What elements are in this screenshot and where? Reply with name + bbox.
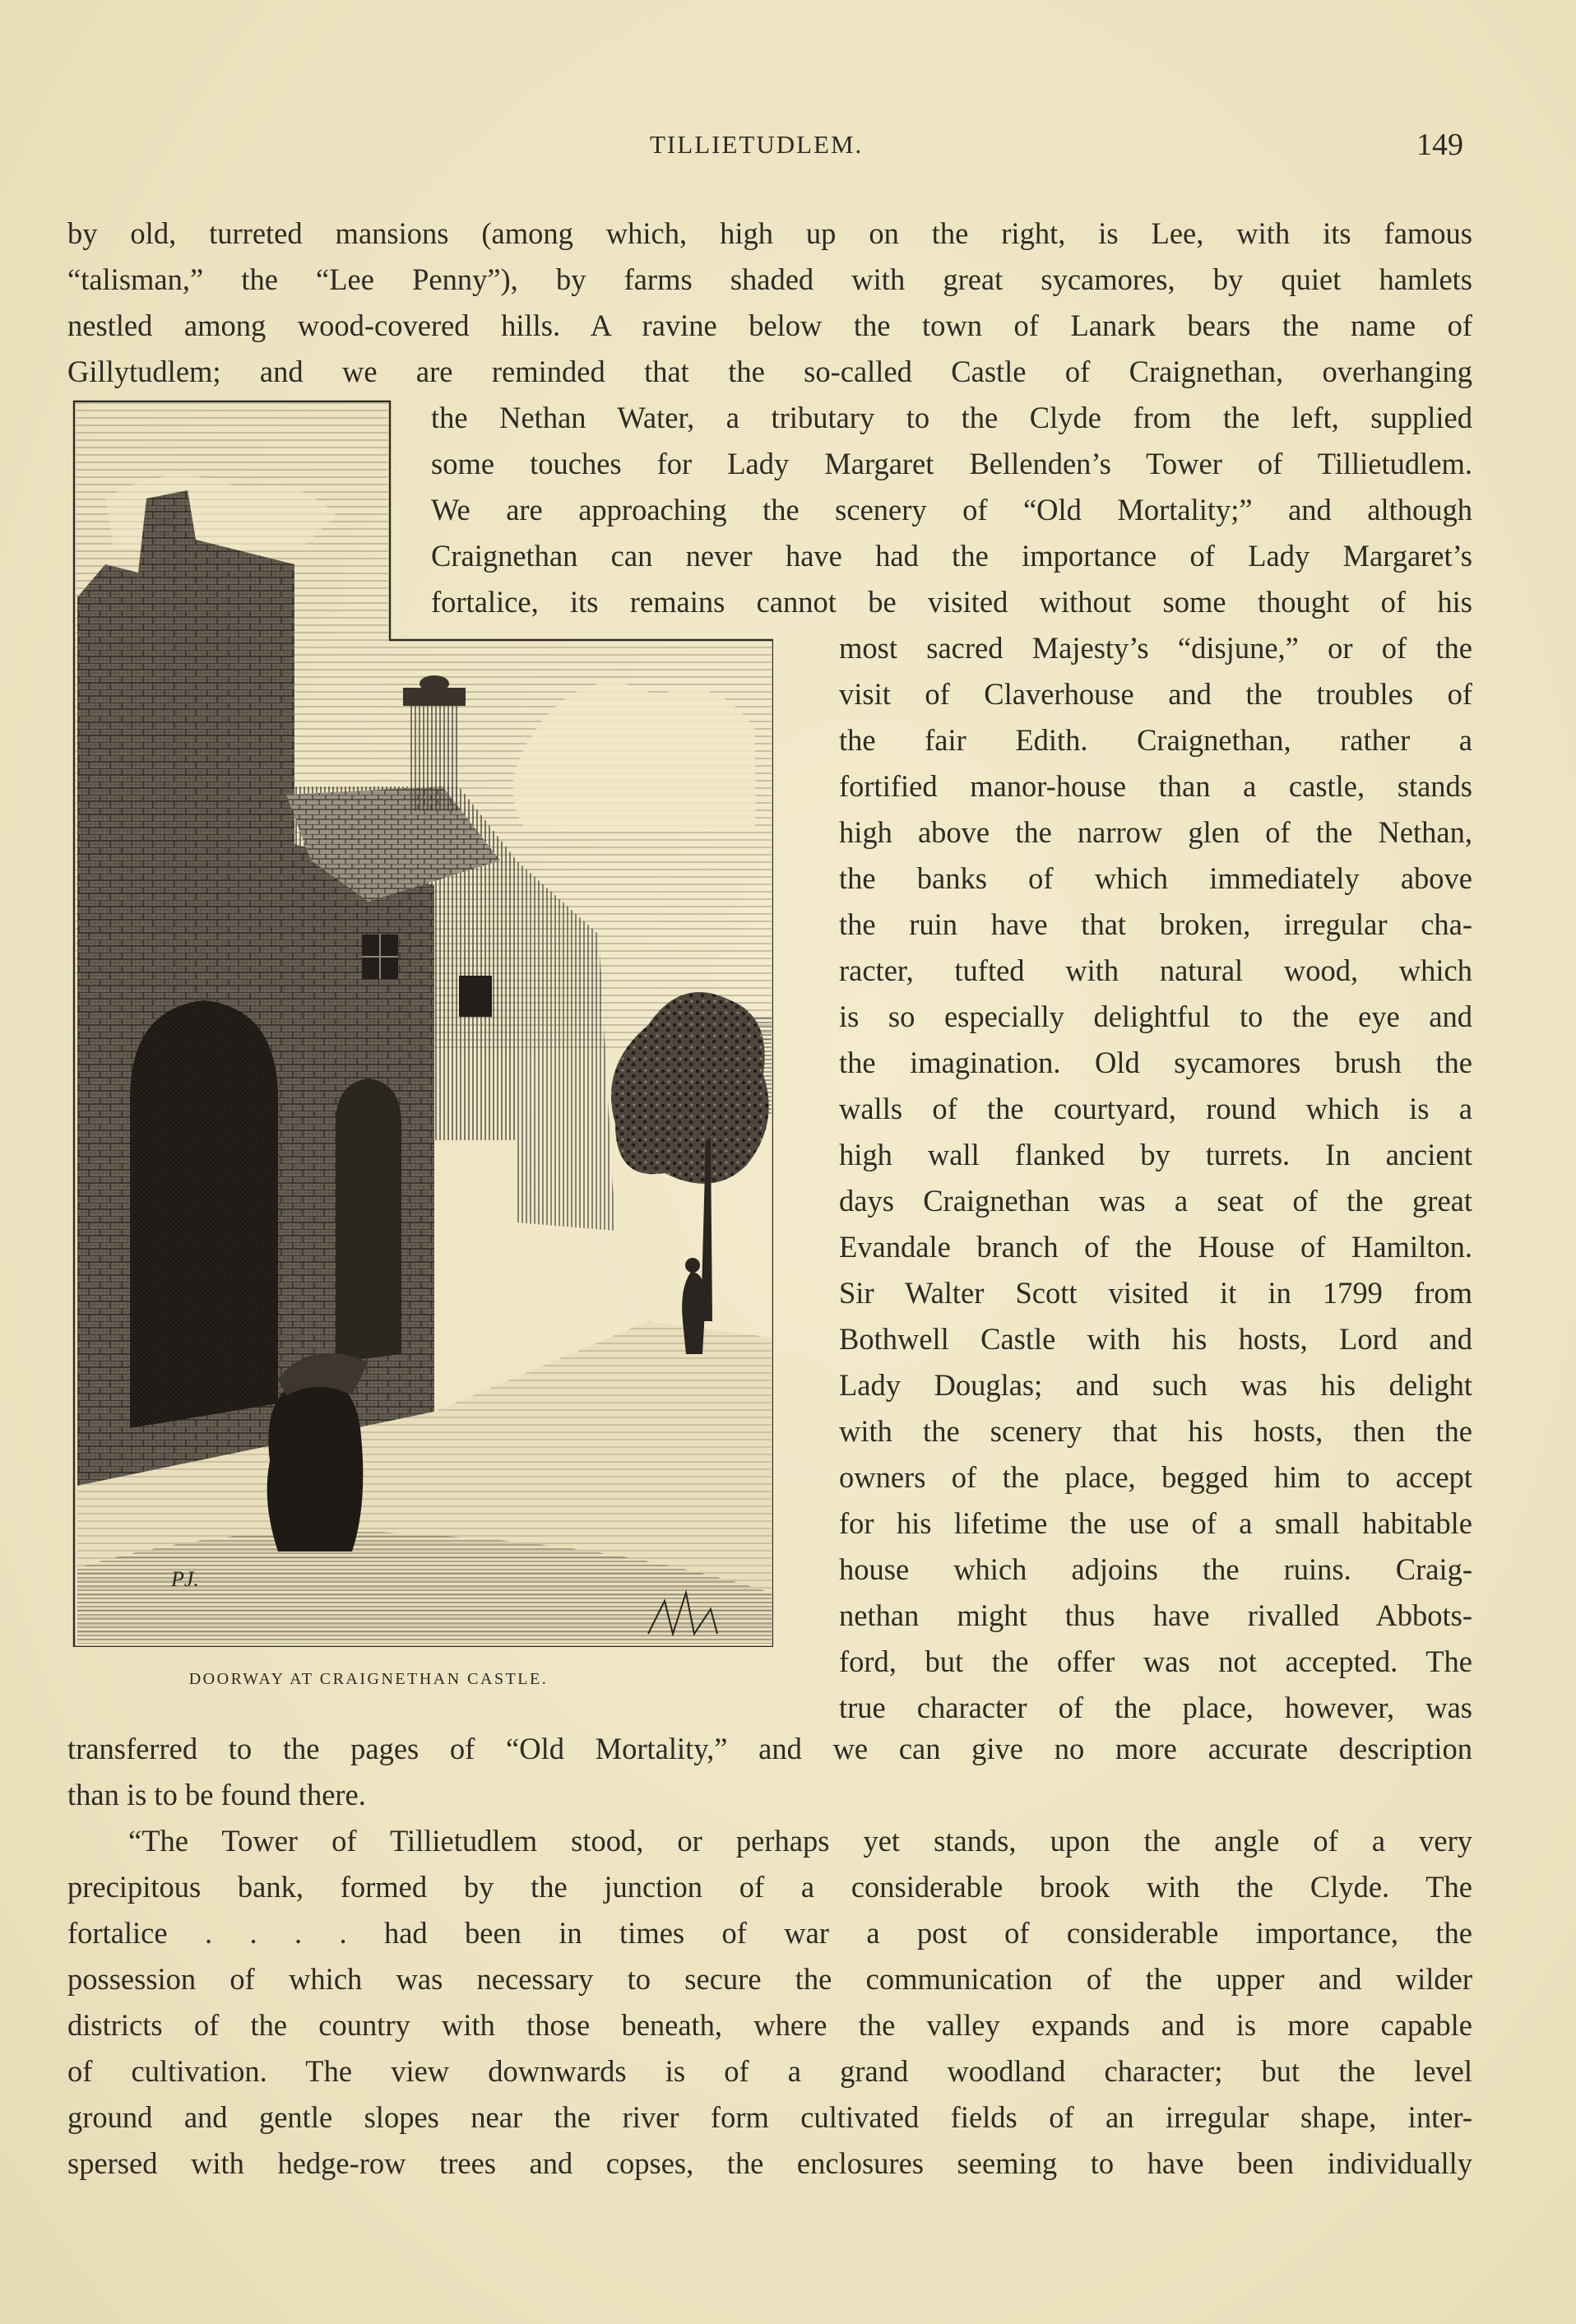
text-line: is so especially delightful to the eye and <box>839 1000 1472 1033</box>
figure-caption: DOORWAY AT CRAIGNETHAN CASTLE. <box>188 1670 549 1688</box>
text-line: ford, but the offer was not accepted. The <box>839 1644 1472 1678</box>
text-line: high wall flanked by turrets. In ancient <box>839 1138 1472 1171</box>
text-line: racter, tufted with natural wood, which <box>839 953 1472 987</box>
text-line: owners of the place, begged him to accept <box>839 1460 1472 1494</box>
text-line: Sir Walter Scott visited it in 1799 from <box>839 1276 1472 1310</box>
paragraph-1-closing <box>67 1726 1472 1818</box>
engraver-signature: PJ. <box>171 1567 199 1591</box>
text-line: by old, turreted mansions (among which, high up on the right, is Lee, with its famous <box>67 216 1472 250</box>
text-line: the imagination. Old sycamores brush the <box>839 1046 1472 1079</box>
text-line: the Nethan Water, a tributary to the Clyde from the left, supplied <box>431 401 1472 434</box>
text-line: the banks of which immediately above <box>839 861 1472 895</box>
paragraph-1-opening <box>67 211 1472 395</box>
text-line: days Craignethan was a seat of the great <box>839 1184 1472 1218</box>
text-line: Bothwell Castle with his hosts, Lord and <box>839 1322 1472 1356</box>
text-line: fortified manor-house than a castle, stands <box>839 769 1472 803</box>
text-line: fortalice . . . . had been in times of war a post of considerable importance, the <box>67 1916 1472 1950</box>
text-line: Gillytudlem; and we are reminded that the so-called Castle of Craignethan, overhanging <box>67 355 1472 388</box>
text-line: “The Tower of Tillietudlem stood, or perhaps yet stands, upon the angle of a very <box>128 1824 1472 1858</box>
text-line: possession of which was necessary to secure the communication of the upper and wilder <box>67 1962 1472 1996</box>
text-line: We are approaching the scenery of “Old Mortality;” and although <box>431 493 1472 526</box>
text-line: precipitous bank, formed by the junction of a considerable brook with the Clyde. The <box>67 1870 1472 1904</box>
text-line: with the scenery that his hosts, then the <box>839 1414 1472 1448</box>
text-line: “talisman,” the “Lee Penny”), by farms shaded with great sycamores, by quiet hamlets <box>67 262 1472 296</box>
castle-engraving-illustration <box>72 400 773 1647</box>
text-line: house which adjoins the ruins. Craig- <box>839 1552 1472 1586</box>
text-line: Craignethan can never have had the importance of Lady Margaret’s <box>431 539 1472 573</box>
text-line: walls of the courtyard, round which is a <box>839 1092 1472 1125</box>
text-line: transferred to the pages of “Old Mortality,” and we can give no more accurate description <box>67 1732 1472 1765</box>
page-number: 149 <box>1416 128 1463 162</box>
text-line: districts of the country with those beneath, where the valley expands and is more capable <box>67 2008 1472 2042</box>
text-line: visit of Claverhouse and the troubles of <box>839 677 1472 711</box>
text-line: nestled among wood-covered hills. A ravine below the town of Lanark bears the name of <box>67 308 1472 342</box>
text-line: Evandale branch of the House of Hamilton. <box>839 1230 1472 1264</box>
text-line: high above the narrow glen of the Nethan, <box>839 815 1472 849</box>
text-line: the fair Edith. Craignethan, rather a <box>839 723 1472 757</box>
engraving-figure <box>72 400 773 1647</box>
text-line: spersed with hedge-row trees and copses, the enclosures seeming to have been individually <box>67 2146 1472 2180</box>
running-title: TILLIETUDLEM. <box>650 130 864 159</box>
text-line: the ruin have that broken, irregular cha- <box>839 907 1472 941</box>
text-line: than is to be found there. <box>67 1778 366 1811</box>
text-line: ground and gentle slopes near the river form cultivated fields of an irregular shape, inter- <box>67 2100 1472 2134</box>
paragraph-2-quotation <box>67 1818 1472 2187</box>
text-line: Lady Douglas; and such was his delight <box>839 1368 1472 1402</box>
text-line: most sacred Majesty’s “disjune,” or of the <box>839 631 1472 665</box>
running-head <box>0 130 1576 171</box>
text-line: some touches for Lady Margaret Bellenden’s Tower of Tillietudlem. <box>431 447 1472 480</box>
text-line: nethan might thus have rivalled Abbots- <box>839 1598 1472 1632</box>
text-line: of cultivation. The view downwards is of a grand woodland character; but the level <box>67 2054 1472 2088</box>
text-line: for his lifetime the use of a small habitable <box>839 1506 1472 1540</box>
text-line: true character of the place, however, was <box>839 1691 1472 1724</box>
paragraph-1-beside-figure-lower <box>839 625 1472 1731</box>
text-line: fortalice, its remains cannot be visited without some thought of his <box>431 585 1472 619</box>
